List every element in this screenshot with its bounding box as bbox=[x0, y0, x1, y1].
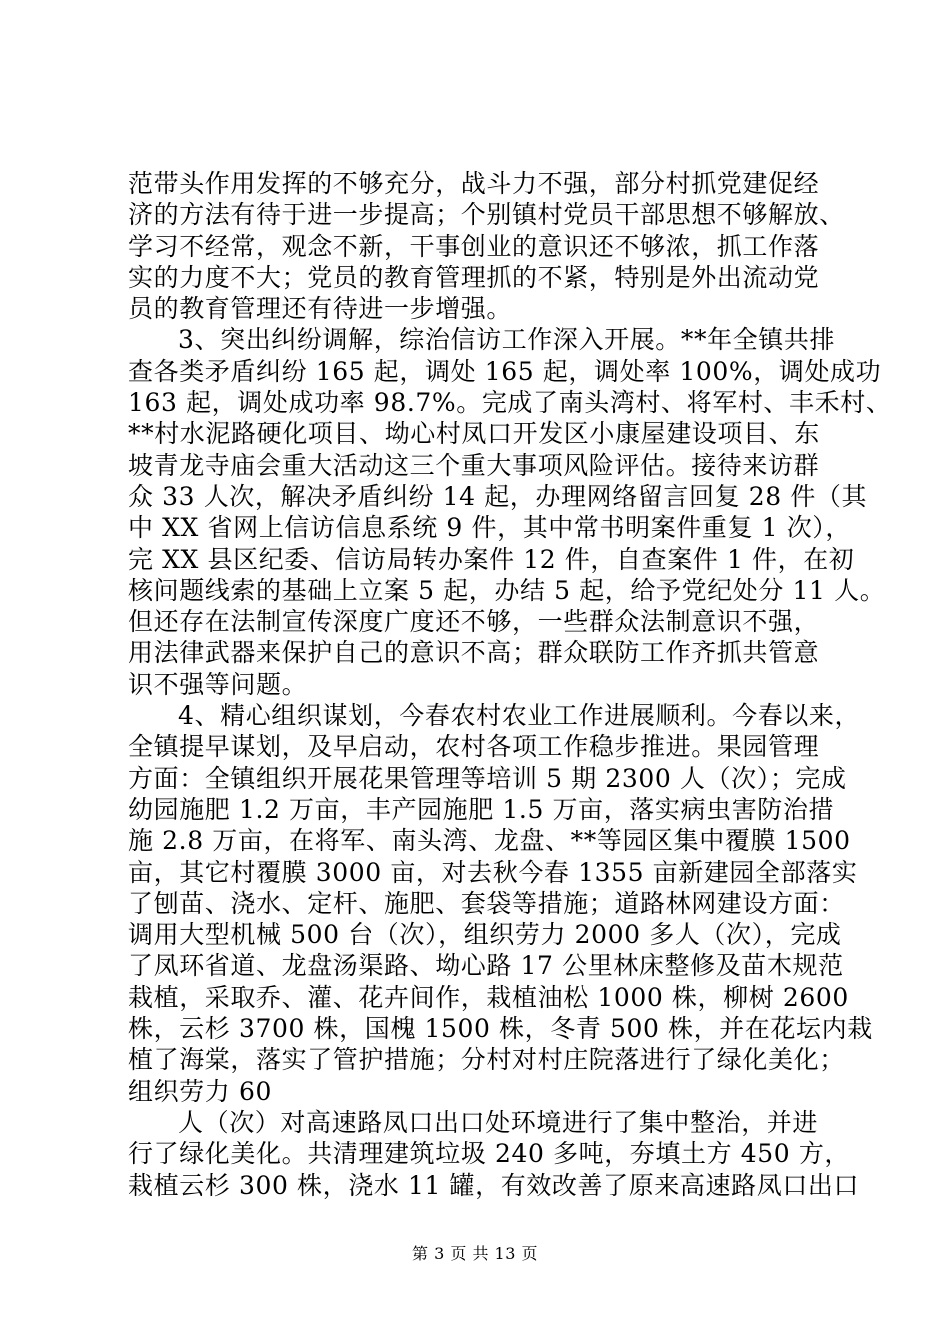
text-line: 施 2.8 万亩，在将军、南头湾、龙盘、**等园区集中覆膜 1500 bbox=[128, 826, 851, 856]
text-line: 众 33 人次，解决矛盾纠纷 14 起，办理网络留言回复 28 件（其 bbox=[128, 481, 868, 511]
text-line: 了凤环省道、龙盘汤渠路、坳心路 17 公里林床整修及苗木规范 bbox=[128, 951, 844, 981]
text-line: 完 XX 县区纪委、信访局转办案件 12 件，自查案件 1 件，在初 bbox=[128, 544, 855, 574]
text-line: 用法律武器来保护自己的意识不高；群众联防工作齐抓共管意 bbox=[128, 638, 820, 668]
text-line: 组织劳力 60 bbox=[128, 1076, 272, 1106]
text-line: 幼园施肥 1.2 万亩，丰产园施肥 1.5 万亩，落实病虫害防治措 bbox=[128, 794, 835, 824]
document-body bbox=[128, 168, 892, 1201]
text-line: 株，云杉 3700 株，国槐 1500 株，冬青 500 株，并在花坛内栽 bbox=[128, 1014, 873, 1044]
text-line: 行了绿化美化。共清理建筑垃圾 240 多吨，夯填土方 450 方， bbox=[128, 1139, 851, 1169]
text-line: **村水泥路硬化项目、坳心村凤口开发区小康屋建设项目、东 bbox=[128, 419, 820, 449]
text-line: 亩，其它村覆膜 3000 亩，对去秋今春 1355 亩新建园全部落实 bbox=[128, 857, 858, 887]
text-line: 栽植云杉 300 株，浇水 11 罐，有效改善了原来高速路凤口出口 bbox=[128, 1170, 860, 1200]
page-footer: 第 3 页 共 13 页 bbox=[412, 1244, 538, 1263]
text-line: 全镇提早谋划，及早启动，农村各项工作稳步推进。果园管理 bbox=[128, 732, 820, 762]
text-line: 坡青龙寺庙会重大活动这三个重大事项风险评估。接待来访群 bbox=[128, 450, 820, 480]
text-line: 查各类矛盾纠纷 165 起，调处 165 起，调处率 100%，调处成功 bbox=[128, 356, 882, 386]
text-line: 实的力度不大；党员的教育管理抓的不紧，特别是外出流动党 bbox=[128, 262, 820, 292]
text-line: 了刨苗、浇水、定杆、施肥、套袋等措施；道路林网建设方面： bbox=[128, 888, 845, 918]
text-line: 核问题线索的基础上立案 5 起，办结 5 起，给予党纪处分 11 人。 bbox=[128, 575, 886, 605]
text-line: 调用大型机械 500 台（次），组织劳力 2000 多人（次），完成 bbox=[128, 920, 842, 950]
text-line: 人（次）对高速路凤口出口处环境进行了集中整治，并进 bbox=[178, 1107, 819, 1137]
text-line: 范带头作用发挥的不够充分，战斗力不强，部分村抓党建促经 bbox=[128, 169, 820, 198]
text-line: 济的方法有待于进一步提高；个别镇村党员干部思想不够解放、 bbox=[128, 200, 845, 230]
text-line: 植了海棠，落实了管护措施；分村对村庄院落进行了绿化美化； bbox=[128, 1045, 845, 1075]
text-line: 3、突出纠纷调解，综治信访工作深入开展。**年全镇共排 bbox=[178, 325, 836, 355]
text-line: 员的教育管理还有待进一步增强。 bbox=[128, 294, 513, 324]
text-line: 但还存在法制宣传深度广度还不够，一些群众法制意识不强， bbox=[128, 607, 820, 637]
text-line: 4、精心组织谋划，今春农村农业工作进展顺利。今春以来， bbox=[178, 701, 861, 731]
text-line: 163 起，调处成功率 98.7%。完成了南头湾村、将军村、丰禾村、 bbox=[128, 388, 892, 418]
text-line: 识不强等问题。 bbox=[128, 669, 308, 699]
text-line: 学习不经常，观念不新，干事创业的意识还不够浓，抓工作落 bbox=[128, 231, 820, 261]
text-line: 方面：全镇组织开展花果管理等培训 5 期 2300 人（次）；完成 bbox=[128, 763, 847, 793]
text-line: 中 XX 省网上信访信息系统 9 件，其中常书明案件重复 1 次）， bbox=[128, 513, 851, 543]
text-line: 栽植，采取乔、灌、花卉间作，栽植油松 1000 株，柳树 2600 bbox=[128, 982, 849, 1012]
